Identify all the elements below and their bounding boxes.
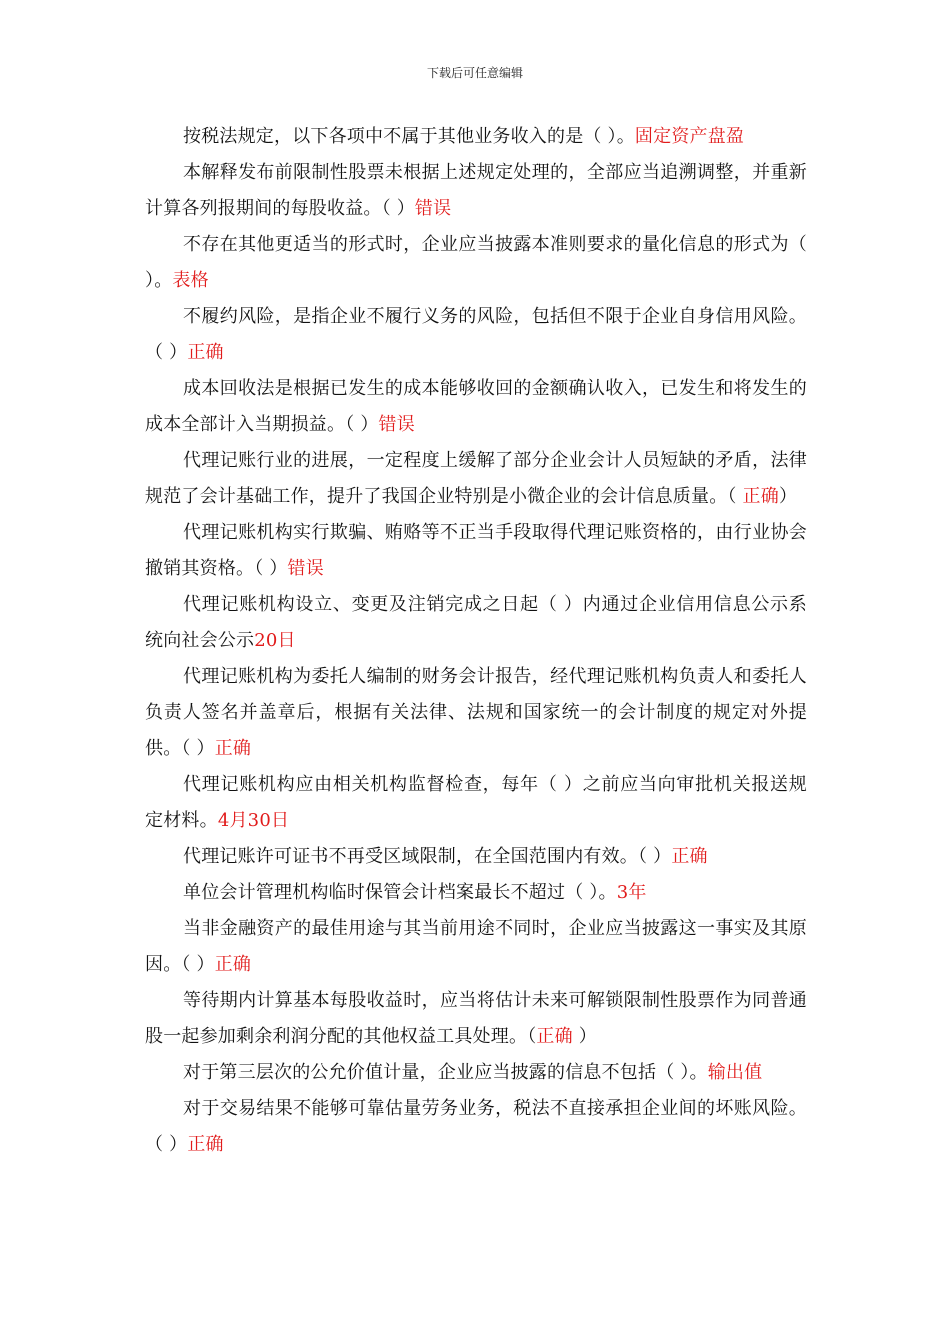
list-item: 等待期内计算基本每股收益时，应当将估计未来可解锁限制性股票作为同普通股一起参加剩余利润分配的其他权益工具处理。（正确 ）	[145, 990, 807, 1047]
answer-text: 3年	[616, 882, 647, 903]
question-text: 代理记账机构为委托人编制的财务会计报告，经代理记账机构负责人和委托人负责人签名并盖章后，根据有关法律、法规和国家统一的会计制度的规定对外提供。（ ）	[145, 666, 807, 759]
answer-text: 表格	[172, 270, 209, 291]
list-item: 代理记账行业的进展，一定程度上缓解了部分企业会计人员短缺的矛盾，法律规范了会计基础工作，提升了我国企业特别是小微企业的会计信息质量。（ 正确）	[145, 450, 807, 507]
question-text: 本解释发布前限制性股票未根据上述规定处理的，全部应当追溯调整，并重新计算各列报期间的每股收益。（ ）	[145, 162, 807, 219]
question-text: 代理记账行业的进展，一定程度上缓解了部分企业会计人员短缺的矛盾，法律规范了会计基础工作，提升了我国企业特别是小微企业的会计信息质量。（	[145, 450, 807, 507]
question-text: 不履约风险，是指企业不履行义务的风险，包括但不限于企业自身信用风险。（ ）	[145, 306, 807, 363]
answer-text: 正确	[671, 846, 708, 867]
list-item	[145, 875, 807, 911]
question-text: 单位会计管理机构临时保管会计档案最长不超过（ ）。	[183, 882, 617, 903]
question-text: 当非金融资产的最佳用途与其当前用途不同时，企业应当披露这一事实及其原因。（ ）	[145, 918, 807, 975]
answer-text: 错误	[287, 558, 324, 579]
answer-text: 正确	[536, 1026, 573, 1047]
list-item	[145, 371, 807, 443]
question-text: 代理记账许可证书不再受区域限制，在全国范围内有效。（ ）	[183, 846, 672, 867]
list-item	[145, 119, 807, 155]
answer-text: 错误	[414, 198, 452, 219]
list-item	[145, 1055, 807, 1091]
answer-text: 正确	[214, 738, 252, 759]
page-header: 下载后可任意编辑	[426, 66, 523, 80]
question-text: 按税法规定，以下各项中不属于其他业务收入的是（ ）。	[183, 126, 635, 147]
list-item	[145, 1091, 807, 1163]
list-item	[145, 839, 807, 875]
question-text: 成本回收法是根据已发生的成本能够收回的金额确认收入，已发生和将发生的成本全部计入当期损益。（ ）	[145, 378, 807, 435]
answer-text: 输出值	[707, 1062, 763, 1083]
answer-text: 4月30日	[217, 810, 290, 831]
list-item	[145, 911, 807, 983]
question-text: 对于第三层次的公允价值计量，企业应当披露的信息不包括（ ）。	[183, 1062, 708, 1083]
question-text: 对于交易结果不能够可靠估量劳务业务，税法不直接承担企业间的坏账风险。（ ）	[145, 1098, 807, 1155]
answer-text: 固定资产盘盈	[634, 126, 745, 147]
question-text: 代理记账机构应由相关机构监督检查，每年（ ）之前应当向审批机关报送规定材料。	[145, 774, 807, 831]
list-item	[145, 587, 807, 659]
list-item	[145, 767, 807, 839]
list-item	[145, 659, 807, 767]
answer-text: 正确	[187, 1134, 224, 1155]
list-item	[145, 515, 807, 587]
answer-text: 正确	[742, 486, 779, 507]
question-text: 等待期内计算基本每股收益时，应当将估计未来可解锁限制性股票作为同普通股一起参加剩余利润分配的其他权益工具处理。（	[145, 990, 807, 1047]
answer-text: 正确	[214, 954, 252, 975]
question-text: 代理记账机构设立、变更及注销完成之日起（ ）内通过企业信用信息公示系统向社会公示	[145, 594, 807, 651]
question-text: 代理记账机构实行欺骗、贿赂等不正当手段取得代理记账资格的，由行业协会撤销其资格。（ ）	[145, 522, 807, 579]
list-item	[145, 299, 807, 371]
question-list	[145, 119, 807, 1163]
answer-text: 正确	[187, 342, 224, 363]
list-item	[145, 155, 807, 227]
list-item	[145, 227, 807, 299]
answer-text: 错误	[378, 414, 415, 435]
question-text: 不存在其他更适当的形式时，企业应当披露本准则要求的量化信息的形式为（ ）。	[145, 234, 807, 291]
answer-text: 20日	[254, 630, 296, 651]
